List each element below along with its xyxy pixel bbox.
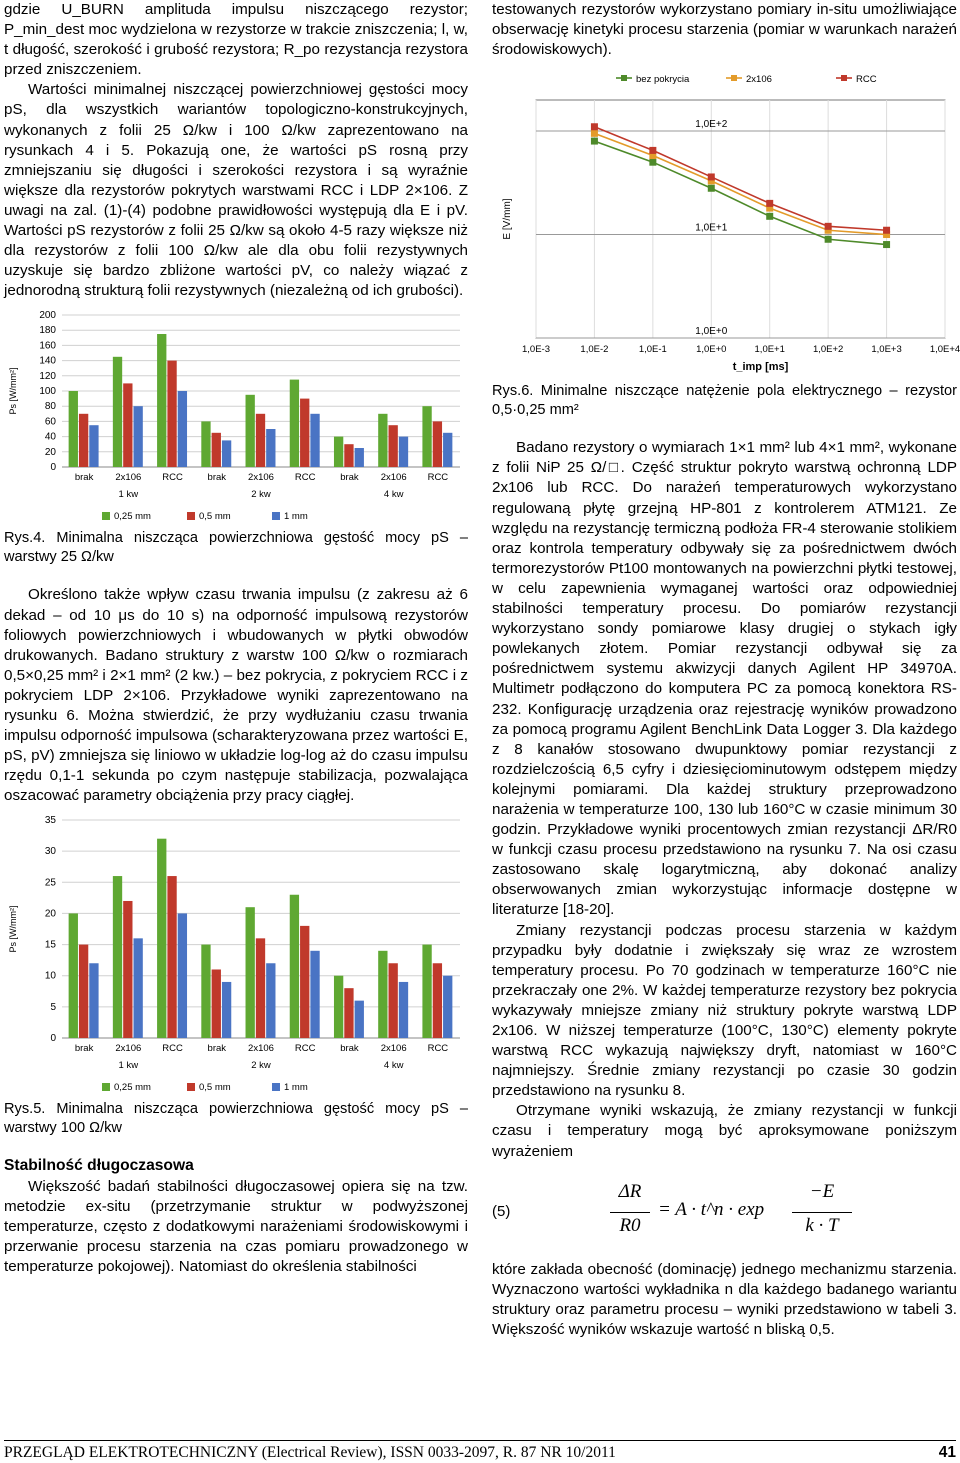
data-point bbox=[708, 174, 715, 181]
bar bbox=[79, 945, 88, 1038]
bar bbox=[157, 334, 166, 467]
bar bbox=[123, 384, 132, 468]
page-number: 41 bbox=[938, 1444, 956, 1461]
series-line bbox=[594, 134, 886, 235]
bar bbox=[167, 361, 176, 467]
bar bbox=[399, 982, 408, 1038]
x-tick-label: RCC bbox=[162, 472, 183, 484]
bar bbox=[433, 964, 442, 1039]
bar bbox=[212, 970, 221, 1039]
bar bbox=[422, 407, 431, 468]
bar bbox=[443, 433, 452, 467]
x-tick-label: brak bbox=[340, 472, 359, 484]
bar bbox=[201, 422, 210, 468]
x-tick-label: 2x106 bbox=[380, 472, 407, 484]
x-tick-label: 2x106 bbox=[115, 1043, 142, 1055]
bar bbox=[256, 414, 265, 467]
data-point bbox=[825, 223, 832, 230]
x-tick-label: RCC bbox=[294, 1043, 316, 1055]
x-axis-label: t_imp [ms] bbox=[732, 361, 789, 374]
y-tick-label: 1,0E+1 bbox=[695, 222, 728, 234]
legend-label: 0,5 mm bbox=[199, 1082, 231, 1094]
x-tick-label: brak bbox=[74, 472, 94, 484]
bar bbox=[389, 426, 398, 468]
legend-swatch bbox=[272, 512, 280, 520]
y-tick-label: 10 bbox=[44, 971, 56, 983]
legend-label: 1 mm bbox=[284, 1082, 308, 1094]
group-label: 2 kw bbox=[251, 489, 271, 501]
bar bbox=[178, 391, 187, 467]
y-tick-label: 200 bbox=[39, 310, 56, 322]
journal-info: PRZEGLĄD ELEKTROTECHNICZNY (Electrical Review), ISSN 0033-2097, R. 87 NR 10/2011 bbox=[4, 1444, 616, 1461]
group-label: 4 kw bbox=[383, 1060, 404, 1072]
figure-4 bbox=[4, 307, 468, 529]
group-label: 4 kw bbox=[383, 489, 404, 501]
y-tick-label: 100 bbox=[39, 386, 56, 398]
x-tick-label: 2x106 bbox=[380, 1043, 407, 1055]
y-axis-label: E [V/mm] bbox=[502, 198, 513, 240]
legend-marker bbox=[841, 75, 847, 81]
y-tick-label: 30 bbox=[44, 846, 56, 858]
y-tick-label: 40 bbox=[44, 432, 56, 444]
y-tick-label: 35 bbox=[44, 815, 56, 827]
bar bbox=[433, 422, 442, 468]
figure-5-caption: Rys.5. Minimalna niszcząca powierzchniowa gęstość mocy pS – warstwy 100 Ω/kw bbox=[4, 1101, 468, 1137]
paragraph-in-situ: testowanych rezystorów wykorzystano pomiary in-situ umożliwiające obserwację kinetyki procesu starzenia (pomiar w warunkach narażeń środowiskowych). bbox=[492, 1, 957, 59]
y-tick-label: 15 bbox=[44, 940, 56, 952]
section-heading: Stabilność długoczasowa bbox=[4, 1157, 194, 1175]
bar bbox=[300, 926, 309, 1038]
y-tick-label: 1,0E+2 bbox=[695, 119, 728, 131]
legend-label: 0,25 mm bbox=[114, 1082, 151, 1094]
x-tick-label: brak bbox=[207, 472, 227, 484]
y-tick-label: 160 bbox=[39, 340, 56, 352]
y-tick-label: 180 bbox=[39, 325, 56, 337]
data-point bbox=[825, 236, 832, 243]
bar bbox=[290, 380, 299, 467]
x-tick-label: brak bbox=[207, 1043, 227, 1055]
bar bbox=[310, 414, 319, 467]
x-tick-label: brak bbox=[74, 1043, 94, 1055]
paragraph-pulse-duration: Określono także wpływ czasu trwania impulsu (z zakresu aż 6 dekad – od 10 μs do 10 s) na odporność impulsową rezystorów foliowych powierzchniowych i wbudowanych w płytki obwodów drukowanych. Badano struktury z warstw 100 Ω/kw o rozmiarach 0,5×0,25 mm² i 2×1 mm² (2 kw.) – bez pokrycia, z pokryciem RCC i z pokryciem LDP 2×106. Przykładowe wyniki zaprezentowano na rysunku 6. Można stwierdzić, że przy wydłużaniu czasu trwania impulsu odporność impulsowa (scharakteryzowana przez wartości E, pS, pV) zmniejsza się liniowo w układzie log-log aż do czasu impulsu rzędu 0,1-1 sekunda po czym następuje stabilizacja, pozwalająca oszacować parametry obciążenia przy pracy ciągłej. bbox=[4, 586, 468, 805]
bar bbox=[133, 407, 142, 468]
bar bbox=[266, 964, 275, 1039]
paragraph-exponent: które zakłada obecność (dominację) jednego mechanizmu starzenia. Wyznaczono wartości wykładnika n dla każdego badanego wariantu struktury oraz parametru procesu – wyniki przedstawiono w tabeli 3. Większość wyników wskazuje wartość n bliską 0,5. bbox=[492, 1260, 957, 1338]
data-point bbox=[649, 159, 656, 166]
legend-label: bez pokrycia bbox=[636, 74, 690, 86]
legend-marker bbox=[731, 75, 737, 81]
data-point bbox=[591, 130, 598, 137]
bar bbox=[443, 976, 452, 1038]
x-tick-label: 1,0E+3 bbox=[871, 344, 902, 356]
y-axis-label: Ps [W/mm²] bbox=[8, 905, 18, 953]
paragraph-results-ps: Wartości minimalnej niszczącej powierzchniowej gęstości mocy pS, dla wszystkich wariantów topologiczno-konstrukcyjnych, wykonanych z folii 25 Ω/kw i 100 Ω/kw zaprezentowano na rysunkach 4 i 5. Pokazują one, że wartości pS rosną przy zmniejszaniu się długości i szerokości rezystora i są wyraźnie większe dla rezystorów pokrytych warstwami RCC i LDP 2×106. Z uwagi na zal. (1)-(4) podobne prawidłowości występują dla E i pV. Wartości pS rezystorów z folii 25 Ω/kw są około 4-5 razy większe niż dla rezystorów z folii 100 Ω/kw ale dla obu folii rezystywnych uzyskuje się bardzo zbliżone wartości pV, co należy wiązać z jednorodną strukturą folii rezystywnych (niezależną od ich grubości). bbox=[4, 81, 468, 300]
data-point bbox=[883, 241, 890, 248]
y-tick-label: 0 bbox=[50, 1033, 56, 1045]
x-tick-label: 1,0E+0 bbox=[696, 344, 727, 356]
bar bbox=[89, 426, 98, 468]
data-point bbox=[766, 200, 773, 207]
bar bbox=[389, 964, 398, 1039]
figure-4-chart bbox=[4, 307, 468, 529]
eq-lhs-bar bbox=[610, 1212, 650, 1213]
paragraph-changes: Zmiany rezystancji podczas procesu starzenia w każdym przypadku były dodatnie i zwiększały się wraz ze wzrostem temperatury procesu. Po 70 godzinach w temperaturze 160°C nie przekraczały one 2%. W każdej temperaturze rezystory bez pokrycia wykazywały mniejsze zmiany niż struktury pokryte warstwą LDP 2x106. W niższej temperaturze (100°C, 130°C) elementy pokryte warstwą RCC wykazują największy dryft, natomiast w 160°C najmniejszy. Średnie zmiany rezystancji po czasie 30 godzin przedstawiono na rysunku 8. bbox=[492, 921, 957, 1100]
bar bbox=[123, 901, 132, 1038]
figure-4-caption: Rys.4. Minimalna niszcząca powierzchniowa gęstość mocy pS – warstwy 25 Ω/kw bbox=[4, 530, 468, 566]
bar bbox=[422, 945, 431, 1038]
eq-rhs-numerator: −E bbox=[809, 1180, 835, 1202]
page-footer bbox=[4, 1440, 956, 1463]
paragraph-stability: Większość badań stabilności długoczasowej opiera się na tzw. metodzie ex-situ (przetrzymanie struktur w podwyższonej temperaturze, często z dodatkowymi narażeniami środowiskowymi i przerwanie procesu starzenia na czas pomiaru prowadzonego w temperaturze pokojowej). Natomiast do określenia stabilności bbox=[4, 1177, 468, 1275]
x-tick-label: 2x106 bbox=[248, 472, 274, 484]
paragraph-variables: gdzie U_BURN amplituda impulsu niszczącego rezystor; P_min_dest moc wydzielona w rezystorze w trakcie zniszczenia; l, w, t długość, szerokość i grubość rezystora; R_po rezystancja rezystora przed zniszczeniem. bbox=[4, 1, 468, 79]
x-tick-label: 1,0E-1 bbox=[638, 344, 667, 356]
y-tick-label: 5 bbox=[50, 1002, 56, 1014]
legend-label: 2x106 bbox=[746, 74, 772, 86]
y-tick-label: 25 bbox=[44, 877, 56, 889]
y-tick-label: 60 bbox=[44, 416, 56, 428]
bar bbox=[89, 964, 98, 1039]
bar bbox=[212, 433, 221, 467]
bar bbox=[113, 357, 122, 467]
bar bbox=[378, 414, 387, 467]
y-tick-label: 20 bbox=[44, 447, 56, 459]
eq-middle: = A · t^n · exp bbox=[658, 1198, 765, 1220]
figure-5-chart bbox=[4, 812, 468, 1100]
x-tick-label: 1,0E-2 bbox=[580, 344, 609, 356]
bar bbox=[344, 445, 353, 468]
data-point bbox=[591, 124, 598, 131]
bar bbox=[69, 391, 78, 467]
bar bbox=[266, 429, 275, 467]
legend-label: 1 mm bbox=[284, 511, 308, 523]
x-tick-label: RCC bbox=[294, 472, 316, 484]
bar bbox=[157, 839, 166, 1038]
data-point bbox=[591, 138, 598, 145]
legend-swatch bbox=[187, 512, 195, 520]
x-tick-label: 2x106 bbox=[248, 1043, 274, 1055]
group-label: 1 kw bbox=[118, 489, 139, 501]
y-tick-label: 140 bbox=[39, 356, 56, 368]
bar bbox=[355, 448, 364, 467]
legend-swatch bbox=[102, 512, 110, 520]
bar bbox=[355, 1001, 364, 1038]
y-axis-label: Ps [W/mm²] bbox=[8, 367, 18, 415]
y-tick-label: 0 bbox=[50, 462, 56, 474]
series-line bbox=[594, 127, 886, 230]
figure-5 bbox=[4, 812, 468, 1100]
paragraph-setup: Badano rezystory o wymiarach 1×1 mm² lub 4×1 mm², wykonane z folii NiP 25 Ω/□. Część struktur pokryto warstwą ochronną LDP 2x106 lub RCC. Do narażeń temperaturowych wykorzystano regulowaną płytę grzejną HP-801 z kontrolerem ATM121. Ze względu na rezystancję termiczną podłoża FR-4 sterowanie stolikiem oraz kontrola temperatury odbywały się za pośrednictwem dwóch termorezystorów Pt100 montowanych na powierzchni płytki testowej, w celu zapewnienia wymaganej wartości oraz odpowiedniej stabilności temperatury procesu. Do pomiarów rezystancji wykorzystano sondy pomiarowe klasy drugiej o stykach igły powlekanych złotem. Pomiar rezystancji odbywał się za pośrednictwem systemu akwizycji danych Agilent HP 34970A. Multimetr podłączono do komputera PC za pomocą konektora RS-232. Konfigurację urządzenia oraz rejestrację wyników prowadzono za pomocą programu Agilent BenchLink Data Logger 3. Dla każdego z 8 kanałów stosowano dwupunktowy pomiar rezystancji z rozdzielczością 6,5 cyfry i dziesięciominutowym odstępem między kolejnymi pomiarami. Dla każdej struktury przeprowadzono narażenia w temperaturze 100, 130 lub 160°C w czasie minimum 30 godzin. Przykładowe wyniki procentowych zmian rezystancji ΔR/R0 w funkcji czasu procesu przedstawiono na rysunku 7. Na osi czasu zastosowano skalę logarytmiczną, aby dokonać analizy obserwowanych zmian wykorzystując informacje dostępne w literaturze [18-20]. bbox=[492, 439, 957, 919]
legend-label: 0,5 mm bbox=[199, 511, 231, 523]
x-tick-label: 2x106 bbox=[115, 472, 142, 484]
group-label: 1 kw bbox=[118, 1060, 139, 1072]
eq-rhs-denominator: k · T bbox=[805, 1214, 839, 1236]
legend-marker bbox=[621, 75, 627, 81]
legend-swatch bbox=[187, 1083, 195, 1091]
figure-6 bbox=[492, 64, 960, 382]
y-tick-label: 120 bbox=[39, 371, 56, 383]
bar bbox=[178, 914, 187, 1039]
group-label: 2 kw bbox=[251, 1060, 271, 1072]
figure-6-chart bbox=[492, 64, 960, 382]
bar bbox=[334, 976, 343, 1038]
eq-rhs-bar bbox=[792, 1212, 852, 1213]
bar bbox=[201, 945, 210, 1038]
data-point bbox=[766, 213, 773, 220]
legend-swatch bbox=[102, 1083, 110, 1091]
bar bbox=[300, 399, 309, 467]
data-point bbox=[708, 185, 715, 192]
figure-6-caption: Rys.6. Minimalne niszczące natężenie pola elektrycznego – rezystor 0,5·0,25 mm² bbox=[492, 383, 957, 419]
bar bbox=[133, 939, 142, 1039]
bar bbox=[399, 437, 408, 467]
x-tick-label: RCC bbox=[427, 472, 449, 484]
legend-label: 0,25 mm bbox=[114, 511, 151, 523]
bar bbox=[246, 395, 255, 467]
y-tick-label: 80 bbox=[44, 401, 56, 413]
bar bbox=[69, 914, 78, 1039]
data-point bbox=[649, 147, 656, 154]
right-column bbox=[492, 0, 960, 1340]
data-point bbox=[883, 227, 890, 234]
eq-lhs-denominator: R0 bbox=[619, 1214, 641, 1236]
bar bbox=[378, 951, 387, 1038]
series-line bbox=[594, 141, 886, 244]
x-tick-label: 1,0E+1 bbox=[754, 344, 785, 356]
x-tick-label: 1,0E-3 bbox=[522, 344, 550, 356]
y-tick-label: 1,0E+0 bbox=[695, 326, 728, 338]
bar bbox=[290, 895, 299, 1038]
bar bbox=[246, 908, 255, 1039]
bar bbox=[310, 951, 319, 1038]
bar bbox=[113, 876, 122, 1038]
x-tick-label: brak bbox=[340, 1043, 359, 1055]
x-tick-label: 1,0E+4 bbox=[929, 344, 960, 356]
equation-5 bbox=[492, 1176, 957, 1246]
left-column bbox=[4, 0, 468, 1277]
legend-label: RCC bbox=[856, 74, 877, 86]
x-tick-label: RCC bbox=[427, 1043, 449, 1055]
x-tick-label: RCC bbox=[162, 1043, 183, 1055]
bar bbox=[256, 939, 265, 1039]
equation-number: (5) bbox=[492, 1202, 511, 1220]
eq-lhs-numerator: ΔR bbox=[618, 1180, 642, 1202]
bar bbox=[79, 414, 88, 467]
bar bbox=[334, 437, 343, 467]
x-tick-label: 1,0E+2 bbox=[812, 344, 844, 356]
bar bbox=[344, 989, 353, 1039]
bar bbox=[222, 441, 231, 468]
bar bbox=[222, 982, 231, 1038]
legend-swatch bbox=[272, 1083, 280, 1091]
y-tick-label: 20 bbox=[44, 908, 56, 920]
paragraph-approx: Otrzymane wyniki wskazują, że zmiany rezystancji w funkcji czasu i temperatury mogą być aproksymowane poniższym wyrażeniem bbox=[492, 1102, 957, 1160]
bar bbox=[167, 876, 176, 1038]
